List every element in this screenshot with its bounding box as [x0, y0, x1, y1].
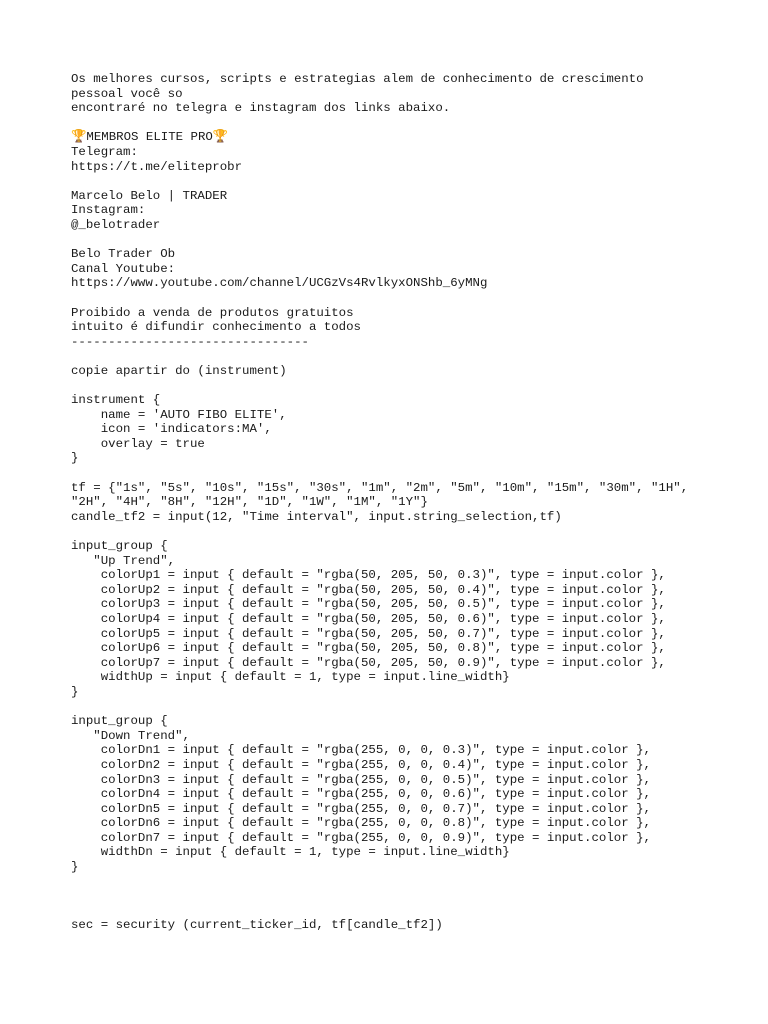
code-line: colorUp3 = input { default = "rgba(50, 205, 50, 0.5)", type = input.color },	[71, 597, 666, 612]
code-line: candle_tf2 = input(12, "Time interval", input.string_selection,tf)	[71, 509, 562, 524]
code-line: colorDn6 = input { default = "rgba(255, 0, 0, 0.8)", type = input.color },	[71, 816, 651, 831]
code-line: name = 'AUTO FIBO ELITE',	[71, 407, 287, 422]
blank-line	[71, 524, 711, 539]
code-line: colorDn4 = input { default = "rgba(255, 0, 0, 0.6)", type = input.color },	[71, 787, 651, 802]
code-line: colorUp1 = input { default = "rgba(50, 205, 50, 0.3)", type = input.color },	[71, 568, 666, 583]
text-line: Canal Youtube:	[71, 261, 176, 276]
code-line: colorUp2 = input { default = "rgba(50, 205, 50, 0.4)", type = input.color },	[71, 582, 666, 597]
code-line: }	[71, 684, 79, 699]
code-line: colorDn5 = input { default = "rgba(255, 0, 0, 0.7)", type = input.color },	[71, 801, 651, 816]
code-line: colorUp4 = input { default = "rgba(50, 205, 50, 0.6)", type = input.color },	[71, 611, 666, 626]
code-line: colorUp5 = input { default = "rgba(50, 205, 50, 0.7)", type = input.color },	[71, 626, 666, 641]
code-line: colorDn3 = input { default = "rgba(255, 0, 0, 0.5)", type = input.color },	[71, 772, 651, 787]
blank-line	[71, 233, 711, 248]
text-line: @_belotrader	[71, 217, 161, 232]
blank-line	[71, 904, 711, 919]
document-page	[71, 72, 711, 933]
code-line: widthDn = input { default = 1, type = input.line_width}	[71, 845, 510, 860]
text-line: https://www.youtube.com/channel/UCGzVs4RvlkyxONShb_6yMNg	[71, 276, 488, 291]
blank-line	[71, 466, 711, 481]
blank-line	[71, 378, 711, 393]
code-line: colorUp7 = input { default = "rgba(50, 205, 50, 0.9)", type = input.color },	[71, 655, 666, 670]
code-line: }	[71, 860, 79, 875]
text-line: Instagram:	[71, 203, 146, 218]
code-line: "Down Trend",	[71, 728, 190, 743]
text-line: Proibido a venda de produtos gratuitos	[71, 305, 354, 320]
code-line: input_group {	[71, 539, 168, 553]
text-line: Os melhores cursos, scripts e estrategias alem de conhecimento de crescimento	[71, 72, 644, 86]
code-line: "2H", "4H", "8H", "12H", "1D", "1W", "1M", "1Y"}	[71, 495, 428, 510]
text-line: 🏆MEMBROS ELITE PRO🏆	[71, 130, 229, 145]
text-line: encontraré no telegra e instagram dos links abaixo.	[71, 101, 451, 116]
code-line: sec = security (current_ticker_id, tf[candle_tf2])	[71, 918, 443, 933]
code-line: overlay = true	[71, 436, 205, 451]
blank-line	[71, 291, 711, 306]
blank-line	[71, 116, 711, 131]
code-line: tf = {"1s", "5s", "10s", "15s", "30s", "1m", "2m", "5m", "10m", "15m", "30m", "1H",	[71, 480, 689, 495]
text-line: Belo Trader Ob	[71, 247, 176, 262]
code-line: input_group {	[71, 714, 168, 729]
code-line: icon = 'indicators:MA',	[71, 422, 272, 437]
code-line: colorDn1 = input { default = "rgba(255, 0, 0, 0.3)", type = input.color },	[71, 743, 651, 758]
divider-line: --------------------------------	[71, 334, 309, 349]
blank-line	[71, 889, 711, 904]
code-line: "Up Trend",	[71, 553, 176, 568]
code-line: }	[71, 451, 79, 466]
blank-line	[71, 875, 711, 890]
text-line: https://t.me/eliteprobr	[71, 159, 243, 174]
text-line: copie apartir do (instrument)	[71, 363, 287, 378]
code-line: colorDn7 = input { default = "rgba(255, 0, 0, 0.9)", type = input.color },	[71, 830, 651, 845]
text-line: Telegram:	[71, 144, 138, 159]
text-line: Marcelo Belo | TRADER	[71, 188, 228, 203]
code-line: colorDn2 = input { default = "rgba(255, 0, 0, 0.4)", type = input.color },	[71, 757, 651, 772]
text-line: intuito é difundir conhecimento a todos	[71, 320, 361, 335]
blank-line	[71, 700, 711, 715]
code-line: widthUp = input { default = 1, type = input.line_width}	[71, 670, 510, 685]
code-line: colorUp6 = input { default = "rgba(50, 205, 50, 0.8)", type = input.color },	[71, 641, 666, 656]
code-line: instrument {	[71, 393, 161, 408]
blank-line	[71, 349, 711, 364]
text-line: pessoal você so	[71, 86, 183, 101]
blank-line	[71, 174, 711, 189]
